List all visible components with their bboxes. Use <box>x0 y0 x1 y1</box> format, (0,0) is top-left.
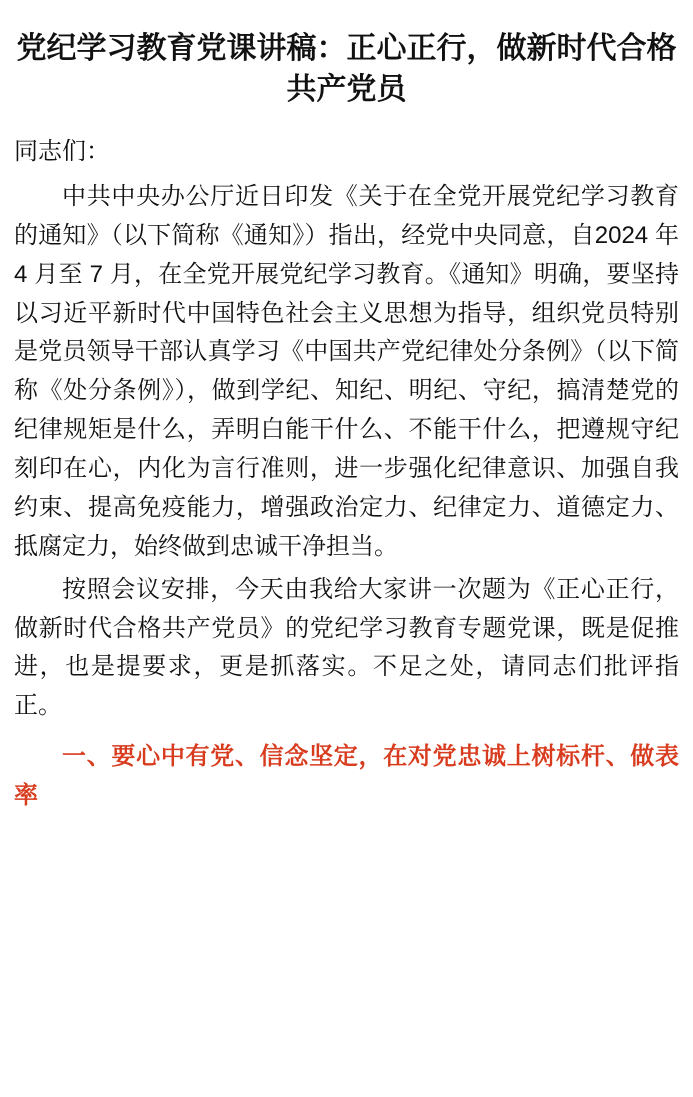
body-paragraph-2: 按照会议安排，今天由我给大家讲一次题为《正心正行，做新时代合格共产党员》的党纪学习教育专题党课，既是促推进，也是提要求，更是抓落实。不足之处，请同志们批评指正。 <box>14 575 679 720</box>
body-paragraph-1: 中共中央办公厅近日印发《关于在全党开展党纪学习教育的通知》（以下简称《通知》）指出，经党中央同意，自2024 年 4 月至 7 月，在全党开展党纪学习教育。《通知》明确，要坚持以习近平新时代中国特色社会主义思想为指导，组织党员特别是党员领导干部认真学习《中国共产党纪律处分条例》（以下简称《处分条例》），做到学纪、知纪、明纪、守纪，搞清楚党的纪律规矩是什么，弄明白能干什么、不能干什么，把遵规守纪刻印在心，内化为言行准则，进一步强化纪律意识、加强自我约束、提高免疫能力，增强政治定力、纪律定力、道德定力、抵腐定力，始终做到忠诚干净担当。 <box>14 182 679 560</box>
salutation: 同志们： <box>14 137 110 165</box>
page-title: 党纪学习教育党课讲稿：正心正行，做新时代合格共产党员 <box>16 32 677 107</box>
section-heading-1: 一、要心中有党、信念坚定，在对党忠诚上树标杆、做表率 <box>14 743 679 810</box>
